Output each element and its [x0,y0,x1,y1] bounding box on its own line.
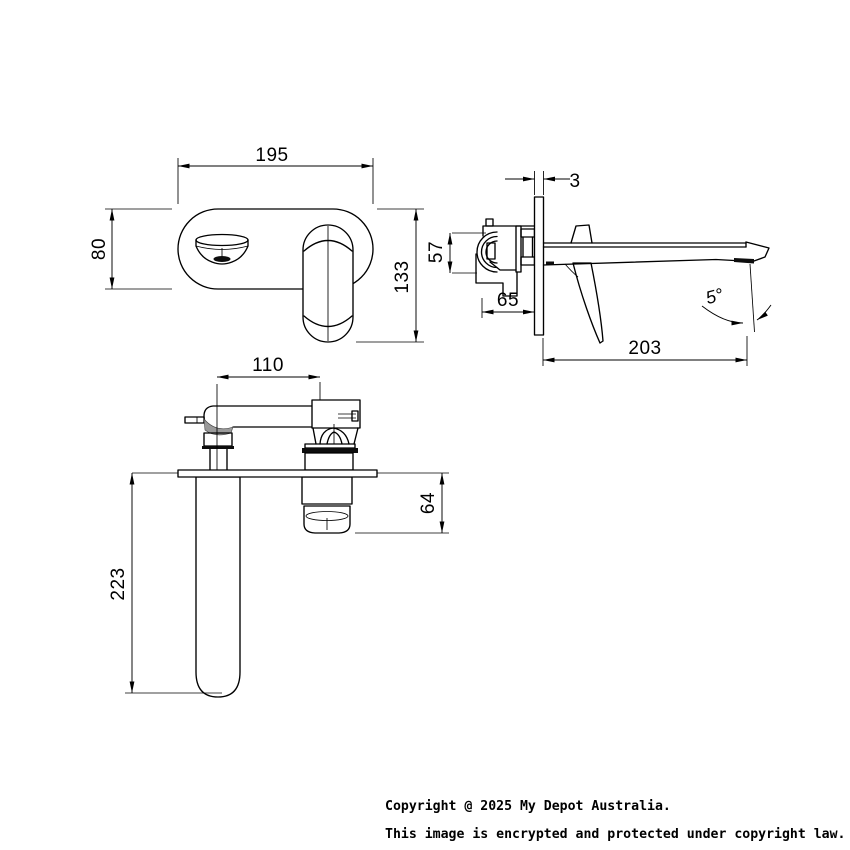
handle-front [303,225,353,342]
aerator-front [214,256,231,262]
spout-top [196,477,240,697]
dim-label-overall-height: 133 [392,260,413,294]
wall-plate-top [178,470,377,477]
wall-plate-side [535,197,544,335]
dim-label-cartridge-depth: 64 [418,491,439,515]
copyright-line-2: This image is encrypted and protected under copyright law. [385,827,846,842]
dim-label-wall-depth: 65 [496,290,520,311]
dim-label-valve-height: 57 [426,240,447,264]
dim-label-spout-angle: 5° [703,284,726,309]
dim-label-plate-thickness: 3 [569,171,581,192]
copyright-line-1: Copyright @ 2025 My Depot Australia. [385,799,671,814]
dim-label-plate-height: 80 [89,237,110,261]
dim-label-spout-length: 223 [108,567,129,601]
dim-label-front-width: 195 [255,145,289,166]
dim-label-handle-length: 110 [252,355,284,376]
dim-label-spout-reach: 203 [628,338,662,359]
